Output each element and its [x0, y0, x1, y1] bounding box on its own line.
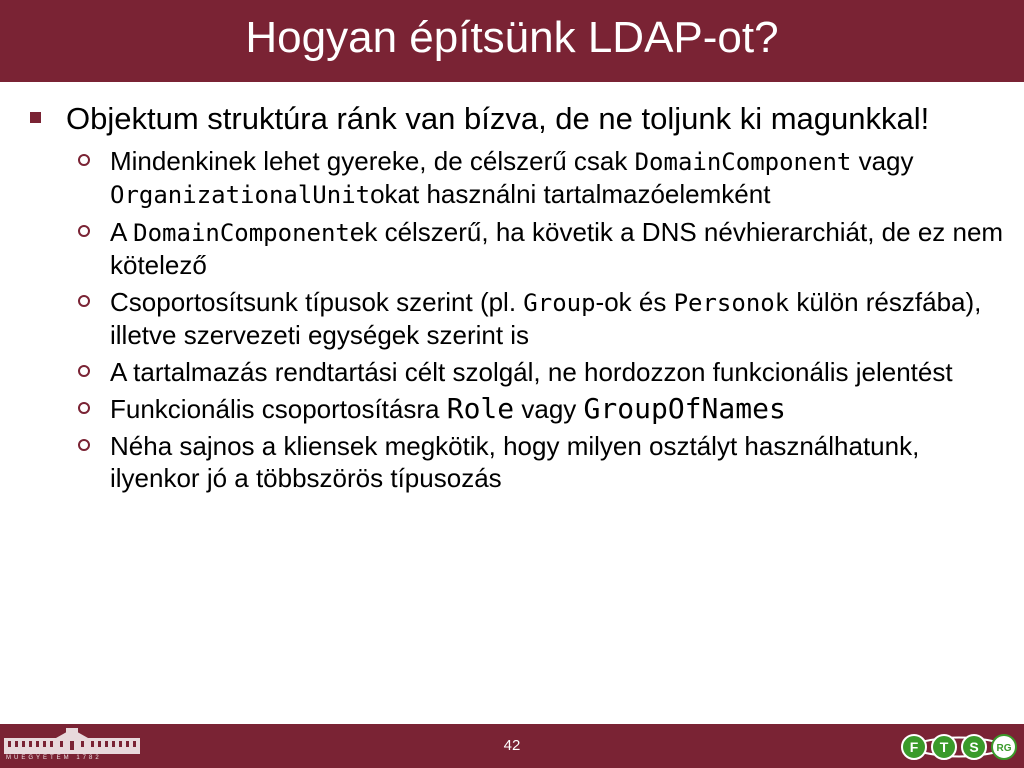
- code-term: DomainComponent: [634, 148, 852, 176]
- title-bar: [0, 0, 1024, 82]
- circle-bullet-icon: [78, 439, 90, 451]
- sub-bullet-text: Csoportosítsunk típusok szerint (pl.: [110, 287, 524, 317]
- sub-bullet-5: [70, 393, 1010, 425]
- sub-bullet-text: Mindenkinek lehet gyereke, de célszerű csak: [110, 146, 635, 176]
- sub-bullet-4: [70, 356, 1010, 388]
- svg-text:T: T: [939, 739, 949, 755]
- sub-bullet-6: [70, 430, 1010, 494]
- f-circle-icon: [902, 735, 926, 759]
- code-term: Personok: [673, 289, 790, 317]
- code-term: Role: [446, 392, 515, 425]
- slide-content: [26, 100, 1006, 499]
- circle-bullet-icon: [78, 365, 90, 377]
- sub-bullet-text: vagy: [851, 146, 914, 176]
- code-term: GroupOfNames: [583, 392, 786, 425]
- circle-bullet-icon: [78, 402, 90, 414]
- square-bullet-icon: [30, 112, 41, 123]
- sub-bullet-text: Funkcionális csoportosításra: [110, 394, 447, 424]
- slide-title: Hogyan építsünk LDAP-ot?: [245, 13, 779, 62]
- code-term: Group: [523, 289, 596, 317]
- university-logo-caption: MŰEGYETEM 1782: [6, 755, 102, 761]
- group-logo-icon: [900, 732, 1018, 762]
- code-term: OrganizationalUnit: [110, 181, 371, 209]
- s-circle-icon: [962, 735, 986, 759]
- bullet-level1-text: Objektum struktúra ránk van bízva, de ne toljunk ki magunkkal!: [66, 101, 930, 136]
- page-number: 42: [503, 737, 521, 754]
- rg-circle-icon: [992, 735, 1016, 759]
- circle-bullet-icon: [78, 295, 90, 307]
- svg-text:RG: RG: [996, 743, 1012, 754]
- sub-bullet-3: [70, 286, 1010, 351]
- footer-bar: [0, 724, 1024, 768]
- svg-text:S: S: [969, 739, 979, 755]
- svg-text:F: F: [909, 739, 919, 755]
- sub-bullet-text: Néha sajnos a kliensek megkötik, hogy milyen osztályt használhatunk, ilyenkor jó a többszörös típusozás: [110, 431, 920, 493]
- sub-bullet-text: ek célszerű, ha követik a DNS névhierarchiát, de ez nem kötelező: [110, 217, 1004, 280]
- sub-bullet-text: okat használni tartalmazóelemként: [370, 179, 771, 209]
- sub-bullet-text: A: [110, 217, 134, 247]
- sub-bullet-2: [70, 216, 1010, 281]
- circle-bullet-icon: [78, 225, 90, 237]
- sub-bullet-text: külön részfába), illetve szervezeti egységek szerint is: [110, 287, 982, 350]
- bullet-level1: [26, 100, 1006, 137]
- sub-bullet-text: -ok és: [595, 287, 674, 317]
- sub-bullet-text: vagy: [514, 394, 584, 424]
- sub-bullet-1: [70, 145, 1010, 211]
- t-circle-icon: [932, 735, 956, 759]
- circle-bullet-icon: [78, 154, 90, 166]
- code-term: DomainComponent: [133, 219, 350, 247]
- sub-bullet-text: A tartalmazás rendtartási célt szolgál, ne hordozzon funkcionális jelentést: [110, 357, 953, 387]
